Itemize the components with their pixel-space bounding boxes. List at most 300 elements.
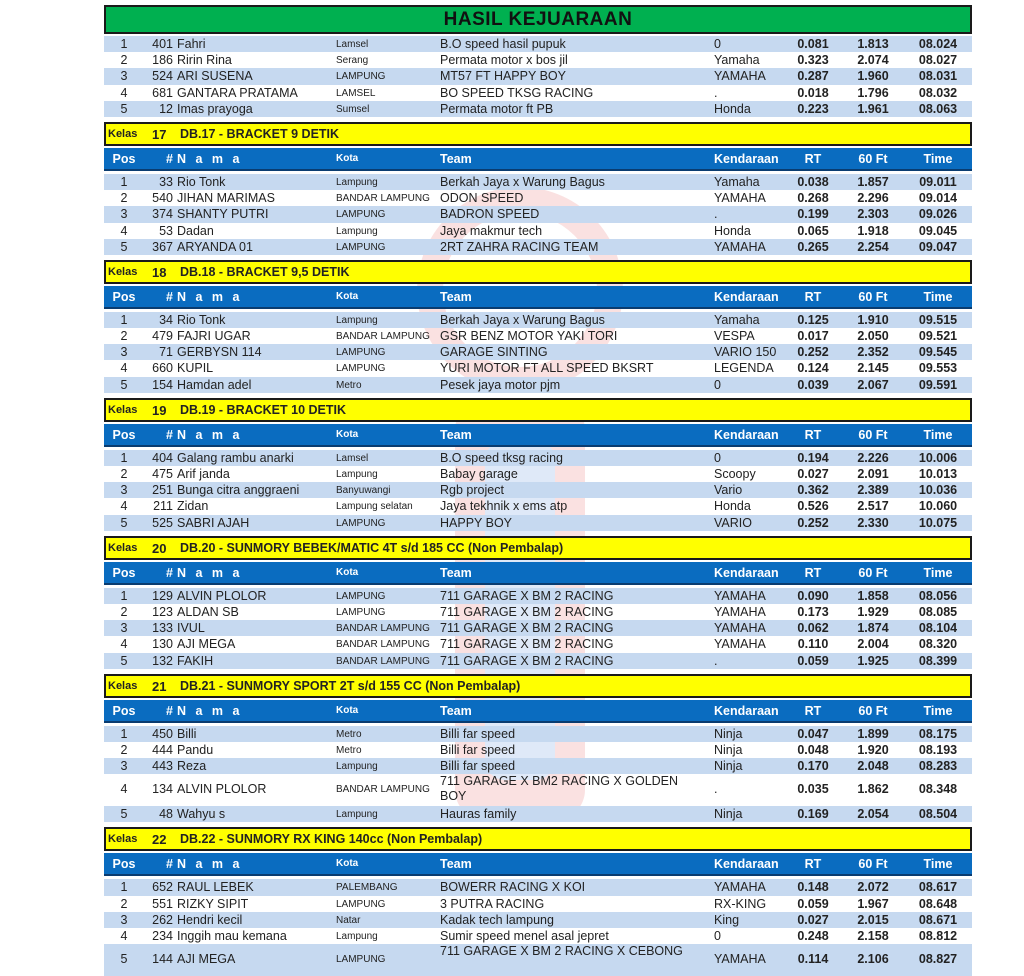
cell-ft: 1.918 <box>857 223 889 238</box>
cell-kota: LAMPUNG <box>336 898 386 910</box>
cell-rt: 0.199 <box>797 207 829 222</box>
cell-kend: YAMAHA <box>714 588 766 603</box>
header-kend: Kendaraan <box>714 151 779 166</box>
table-row <box>104 377 972 393</box>
cell-kend: Ninja <box>714 759 743 774</box>
header-ft: 60 Ft <box>858 427 888 442</box>
cell-pos: 3 <box>120 759 128 774</box>
table-row <box>104 482 972 498</box>
cell-team: Berkah Jaya x Warung Bagus <box>440 312 605 327</box>
cell-kota: LAMPUNG <box>336 606 386 618</box>
results-table <box>104 726 972 823</box>
cell-time: 08.085 <box>918 604 958 619</box>
cell-rt: 0.170 <box>797 759 829 774</box>
table-row <box>104 328 972 344</box>
cell-no: 186 <box>152 53 173 68</box>
cell-kota: LAMSEL <box>336 87 376 99</box>
cell-time: 08.827 <box>918 952 958 967</box>
cell-team: 711 GARAGE X BM 2 RACING X CEBONG <box>440 944 683 959</box>
header-kend: Kendaraan <box>714 289 779 304</box>
cell-rt: 0.287 <box>797 69 829 84</box>
cell-rt: 0.035 <box>797 782 829 797</box>
table-header <box>104 148 972 171</box>
page-title: HASIL KEJUARAAN <box>104 5 972 34</box>
class-section-18 <box>104 260 972 393</box>
cell-nama: Ririn Rina <box>177 53 232 68</box>
table-row <box>104 312 972 328</box>
cell-pos: 4 <box>120 637 128 652</box>
cell-team: YURI MOTOR FT ALL SPEED BKSRT <box>440 361 654 376</box>
kelas-label: Kelas <box>108 679 138 692</box>
header-ft: 60 Ft <box>858 565 888 580</box>
header-team: Team <box>440 565 472 580</box>
cell-kota: Natar <box>336 914 361 926</box>
class-number: 22 <box>152 832 167 848</box>
table-header <box>104 853 972 876</box>
class-name: DB.20 - SUNMORY BEBEK/MATIC 4T s/d 185 CC (Non Pembalap) <box>180 540 564 555</box>
cell-pos: 4 <box>120 929 128 943</box>
header-time: Time <box>923 565 953 580</box>
cell-kend: YAMAHA <box>714 69 766 84</box>
cell-pos: 3 <box>120 483 128 498</box>
cell-kota: LAMPUNG <box>336 241 386 253</box>
cell-pos: 5 <box>120 653 128 668</box>
header-ft: 60 Ft <box>858 289 888 304</box>
cell-pos: 2 <box>120 604 128 619</box>
cell-team: Kadak tech lampung <box>440 912 554 927</box>
cell-nama: Bunga citra anggraeni <box>177 483 300 498</box>
cell-team: 711 GARAGE X BM2 RACING X GOLDEN BOY <box>440 774 679 804</box>
cell-team: 711 GARAGE X BM 2 RACING <box>440 621 614 636</box>
cell-time: 09.047 <box>918 239 958 254</box>
header-nama: N a m a <box>177 427 243 442</box>
cell-rt: 0.148 <box>797 880 829 895</box>
cell-kota: Metro <box>336 728 362 740</box>
cell-time: 08.031 <box>918 69 958 84</box>
cell-pos: 5 <box>120 952 128 967</box>
cell-ft: 2.067 <box>857 377 889 392</box>
class-section-22 <box>104 827 972 976</box>
cell-team: Jaya makmur tech <box>440 223 543 238</box>
cell-ft: 2.330 <box>857 515 889 530</box>
cell-pos: 4 <box>120 361 128 376</box>
cell-kend: 0 <box>714 37 721 51</box>
cell-rt: 0.114 <box>797 952 829 967</box>
cell-kota: BANDAR LAMPUNG <box>336 655 430 667</box>
cell-time: 09.515 <box>918 312 958 327</box>
cell-ft: 2.015 <box>857 912 889 927</box>
cell-kend: YAMAHA <box>714 191 766 206</box>
cell-nama: Pandu <box>177 742 214 757</box>
cell-kend: 0 <box>714 450 721 465</box>
class-name: DB.19 - BRACKET 10 DETIK <box>180 402 346 417</box>
cell-rt: 0.323 <box>797 53 829 68</box>
class-title-bar <box>104 260 972 284</box>
cell-team: ODON SPEED <box>440 191 524 206</box>
cell-nama: Hendri kecil <box>177 912 243 927</box>
cell-kend: RX-KING <box>714 896 767 911</box>
cell-pos: 5 <box>120 807 128 822</box>
table-row <box>104 588 972 604</box>
cell-nama: RAUL LEBEK <box>177 880 254 895</box>
header-no: # <box>166 289 173 304</box>
cell-ft: 2.091 <box>857 467 889 481</box>
cell-rt: 0.252 <box>797 515 829 530</box>
cell-no: 444 <box>152 742 173 757</box>
cell-rt: 0.081 <box>797 37 829 51</box>
cell-pos: 3 <box>120 69 128 84</box>
table-row <box>104 806 972 822</box>
cell-nama: SABRI AJAH <box>177 515 250 530</box>
header-pos: Pos <box>112 565 136 580</box>
cell-rt: 0.047 <box>797 726 829 741</box>
cell-ft: 1.858 <box>857 588 889 603</box>
header-nama: N a m a <box>177 857 243 872</box>
header-rt: RT <box>804 565 822 580</box>
cell-rt: 0.039 <box>797 377 829 392</box>
cell-kota: LAMPUNG <box>336 590 386 602</box>
cell-time: 08.104 <box>918 621 958 636</box>
table-header <box>104 286 972 309</box>
cell-kota: Lampung <box>336 176 378 188</box>
cell-kota: Lampung <box>336 314 378 326</box>
header-time: Time <box>923 703 953 718</box>
table-row <box>104 515 972 531</box>
cell-nama: RIZKY SIPIT <box>177 896 249 911</box>
class-section-19 <box>104 398 972 531</box>
cell-pos: 2 <box>120 742 128 757</box>
table-row <box>104 85 972 101</box>
cell-kota: Banyuwangi <box>336 485 391 497</box>
cell-no: 374 <box>152 207 173 222</box>
cell-pos: 1 <box>120 174 128 189</box>
cell-team: Permata motor x bos jil <box>440 53 568 68</box>
table-row <box>104 190 972 206</box>
cell-kend: YAMAHA <box>714 637 766 652</box>
results-table <box>104 312 972 393</box>
cell-rt: 0.194 <box>797 450 829 465</box>
cell-time: 08.399 <box>918 653 958 668</box>
cell-time: 09.014 <box>918 191 958 206</box>
cell-team: BADRON SPEED <box>440 207 540 222</box>
cell-kend: VARIO <box>714 515 752 530</box>
results-table <box>104 174 972 255</box>
kelas-label: Kelas <box>108 541 138 554</box>
cell-time: 08.056 <box>918 588 958 603</box>
class-number: 21 <box>152 678 167 694</box>
cell-team: HAPPY BOY <box>440 515 513 530</box>
class-title-bar <box>104 536 972 560</box>
class-title-bar <box>104 122 972 146</box>
class-name: DB.21 - SUNMORY SPORT 2T s/d 155 CC (Non Pembalap) <box>180 678 521 693</box>
cell-kend: VESPA <box>714 329 755 344</box>
table-row <box>104 742 972 758</box>
cell-time: 08.812 <box>918 929 958 943</box>
class-title-bar <box>104 674 972 698</box>
cell-kota: Lampung <box>336 809 378 821</box>
cell-team: Billi far speed <box>440 726 516 741</box>
kelas-label: Kelas <box>108 403 138 416</box>
cell-kend: Ninja <box>714 726 743 741</box>
header-team: Team <box>440 703 472 718</box>
cell-ft: 2.072 <box>857 880 889 895</box>
header-ft: 60 Ft <box>858 703 888 718</box>
cell-rt: 0.018 <box>797 85 829 100</box>
cell-kend: . <box>714 85 718 100</box>
cell-nama: Inggih mau kemana <box>177 929 287 943</box>
cell-time: 10.036 <box>918 483 958 498</box>
cell-kota: LAMPUNG <box>336 209 386 221</box>
header-kota: Kota <box>336 704 359 716</box>
cell-time: 08.671 <box>918 912 958 927</box>
cell-time: 08.027 <box>918 53 958 68</box>
cell-pos: 2 <box>120 53 128 68</box>
cell-nama: ARI SUSENA <box>177 69 253 84</box>
table-row <box>104 774 972 806</box>
results-sheet <box>104 5 972 976</box>
cell-ft: 1.899 <box>857 726 889 741</box>
cell-team: Billi far speed <box>440 742 516 757</box>
cell-nama: Rio Tonk <box>177 312 226 327</box>
cell-no: 211 <box>153 499 173 514</box>
cell-no: 130 <box>152 637 173 652</box>
cell-kend: Ninja <box>714 807 743 822</box>
cell-kend: . <box>714 653 718 668</box>
cell-pos: 3 <box>120 345 128 360</box>
cell-pos: 3 <box>120 621 128 636</box>
cell-ft: 2.303 <box>857 207 889 222</box>
header-pos: Pos <box>112 151 136 166</box>
table-row <box>104 101 972 117</box>
table-row <box>104 636 972 652</box>
header-ft: 60 Ft <box>858 151 888 166</box>
cell-kend: Vario <box>714 483 743 498</box>
cell-no: 540 <box>152 191 173 206</box>
cell-no: 404 <box>152 450 173 465</box>
class-name: DB.17 - BRACKET 9 DETIK <box>180 126 340 141</box>
cell-ft: 1.925 <box>857 653 889 668</box>
table-row <box>104 912 972 928</box>
cell-rt: 0.062 <box>797 621 829 636</box>
cell-nama: ARYANDA 01 <box>177 239 253 254</box>
table-row <box>104 604 972 620</box>
cell-ft: 2.074 <box>857 53 889 68</box>
cell-pos: 4 <box>120 85 128 100</box>
cell-team: BOWERR RACING X KOI <box>440 880 586 895</box>
cell-time: 08.283 <box>918 759 958 774</box>
cell-rt: 0.173 <box>797 604 829 619</box>
cell-rt: 0.027 <box>797 912 829 927</box>
cell-nama: Reza <box>177 759 207 774</box>
cell-no: 681 <box>152 85 173 100</box>
cell-ft: 2.389 <box>857 483 889 498</box>
class-section-21 <box>104 674 972 823</box>
cell-ft: 2.226 <box>857 450 889 465</box>
cell-pos: 1 <box>120 726 128 741</box>
results-table <box>104 450 972 531</box>
header-nama: N a m a <box>177 289 243 304</box>
header-kota: Kota <box>336 858 359 870</box>
cell-rt: 0.223 <box>797 101 829 116</box>
cell-kota: LAMPUNG <box>336 71 386 83</box>
cell-time: 08.617 <box>918 880 958 895</box>
cell-nama: JIHAN MARIMAS <box>177 191 275 206</box>
cell-rt: 0.248 <box>797 929 829 943</box>
header-time: Time <box>923 427 953 442</box>
header-kota: Kota <box>336 428 359 440</box>
cell-pos: 5 <box>120 515 128 530</box>
cell-no: 34 <box>159 312 173 327</box>
cell-kend: Scoopy <box>714 467 756 481</box>
cell-pos: 5 <box>120 239 128 254</box>
header-pos: Pos <box>112 427 136 442</box>
cell-ft: 2.145 <box>857 361 889 376</box>
cell-ft: 1.961 <box>857 101 889 116</box>
class-name: DB.22 - SUNMORY RX KING 140cc (Non Pembalap) <box>180 832 483 847</box>
table-row <box>104 174 972 190</box>
cell-rt: 0.252 <box>797 345 829 360</box>
cell-rt: 0.110 <box>797 637 829 652</box>
header-rt: RT <box>804 703 822 718</box>
cell-no: 251 <box>152 483 173 498</box>
cell-kota: LAMPUNG <box>336 363 386 375</box>
header-kend: Kendaraan <box>714 703 779 718</box>
cell-time: 09.045 <box>918 223 958 238</box>
cell-kend: YAMAHA <box>714 621 766 636</box>
cell-time: 09.553 <box>918 361 958 376</box>
cell-nama: AJI MEGA <box>177 637 236 652</box>
kelas-label: Kelas <box>108 833 138 846</box>
cell-no: 551 <box>152 896 173 911</box>
cell-no: 123 <box>152 604 173 619</box>
header-pos: Pos <box>112 703 136 718</box>
cell-kend: Ninja <box>714 742 743 757</box>
class-number: 20 <box>152 540 167 556</box>
cell-team: Berkah Jaya x Warung Bagus <box>440 174 605 189</box>
cell-team: 711 GARAGE X BM 2 RACING <box>440 637 614 652</box>
cell-kend: YAMAHA <box>714 880 766 895</box>
class-title-bar <box>104 827 972 851</box>
table-row <box>104 928 972 944</box>
cell-no: 129 <box>152 588 173 603</box>
cell-time: 08.348 <box>918 782 958 797</box>
cell-pos: 1 <box>120 450 128 465</box>
cell-team: 2RT ZAHRA RACING TEAM <box>440 239 599 254</box>
cell-team: Babay garage <box>440 467 518 481</box>
cell-nama: KUPIL <box>177 361 214 376</box>
table-row <box>104 68 972 84</box>
cell-kend: King <box>714 912 740 927</box>
class-section-20 <box>104 536 972 669</box>
cell-nama: Fahri <box>177 37 206 51</box>
cell-kota: BANDAR LAMPUNG <box>336 784 430 796</box>
header-time: Time <box>923 857 953 872</box>
cell-ft: 2.158 <box>857 929 889 943</box>
cell-time: 09.026 <box>918 207 958 222</box>
cell-no: 48 <box>159 807 173 822</box>
cell-pos: 2 <box>120 329 128 344</box>
table-row <box>104 36 972 52</box>
cell-time: 09.521 <box>918 329 958 344</box>
cell-kota: BANDAR LAMPUNG <box>336 623 430 635</box>
cell-time: 10.060 <box>918 499 958 514</box>
cell-kend: YAMAHA <box>714 239 766 254</box>
results-table-top <box>104 36 972 117</box>
cell-no: 479 <box>152 329 173 344</box>
header-time: Time <box>923 151 953 166</box>
class-title-bar <box>104 398 972 422</box>
cell-nama: Galang rambu anarki <box>177 450 294 465</box>
cell-team: B.O speed tksg racing <box>440 450 563 465</box>
cell-no: 144 <box>152 952 173 967</box>
table-row <box>104 466 972 482</box>
class-number: 19 <box>152 402 167 418</box>
cell-kend: VARIO 150 <box>714 345 777 360</box>
cell-time: 08.320 <box>918 637 958 652</box>
table-row <box>104 206 972 222</box>
cell-rt: 0.059 <box>797 896 829 911</box>
cell-kend: . <box>714 782 718 797</box>
cell-time: 10.013 <box>918 467 958 481</box>
cell-no: 33 <box>159 174 173 189</box>
results-table <box>104 588 972 669</box>
cell-team: Sumir speed menel asal jepret <box>440 929 609 943</box>
cell-ft: 1.920 <box>857 742 889 757</box>
cell-team: B.O speed hasil pupuk <box>440 37 566 51</box>
cell-ft: 2.352 <box>857 345 889 360</box>
cell-team: 3 PUTRA RACING <box>440 896 545 911</box>
cell-nama: SHANTY PUTRI <box>177 207 269 222</box>
cell-ft: 2.254 <box>857 239 889 254</box>
cell-team: Permata motor ft PB <box>440 101 554 116</box>
cell-kend: 0 <box>714 929 721 943</box>
header-team: Team <box>440 151 472 166</box>
cell-nama: Hamdan adel <box>177 377 252 392</box>
cell-time: 09.011 <box>919 174 957 189</box>
cell-team: Pesek jaya motor pjm <box>440 377 561 392</box>
header-rt: RT <box>804 857 822 872</box>
cell-time: 08.175 <box>918 726 958 741</box>
cell-no: 133 <box>152 621 173 636</box>
cell-ft: 1.813 <box>857 37 889 51</box>
cell-kend: Yamaha <box>714 312 760 327</box>
table-row <box>104 52 972 68</box>
cell-nama: ALVIN PLOLOR <box>177 588 267 603</box>
cell-nama: Arif janda <box>177 467 230 481</box>
cell-kota: Lamsel <box>336 452 369 464</box>
header-kota: Kota <box>336 566 359 578</box>
cell-rt: 0.017 <box>797 329 829 344</box>
cell-kota: Lampung <box>336 931 378 942</box>
cell-team: 711 GARAGE X BM 2 RACING <box>440 604 614 619</box>
cell-ft: 1.910 <box>857 312 889 327</box>
table-header <box>104 700 972 723</box>
cell-kota: LAMPUNG <box>336 347 386 359</box>
cell-kend: YAMAHA <box>714 952 766 967</box>
cell-rt: 0.169 <box>797 807 829 822</box>
cell-kend: Honda <box>714 223 751 238</box>
cell-time: 09.591 <box>918 377 958 392</box>
cell-nama: AJI MEGA <box>177 952 236 967</box>
cell-ft: 2.517 <box>857 499 889 514</box>
cell-ft: 2.050 <box>857 329 889 344</box>
cell-team: Rgb project <box>440 483 504 498</box>
table-row <box>104 223 972 239</box>
cell-no: 367 <box>152 239 173 254</box>
cell-team: Jaya tekhnik x ems atp <box>440 499 568 514</box>
table-header <box>104 562 972 585</box>
cell-kend: Honda <box>714 499 751 514</box>
